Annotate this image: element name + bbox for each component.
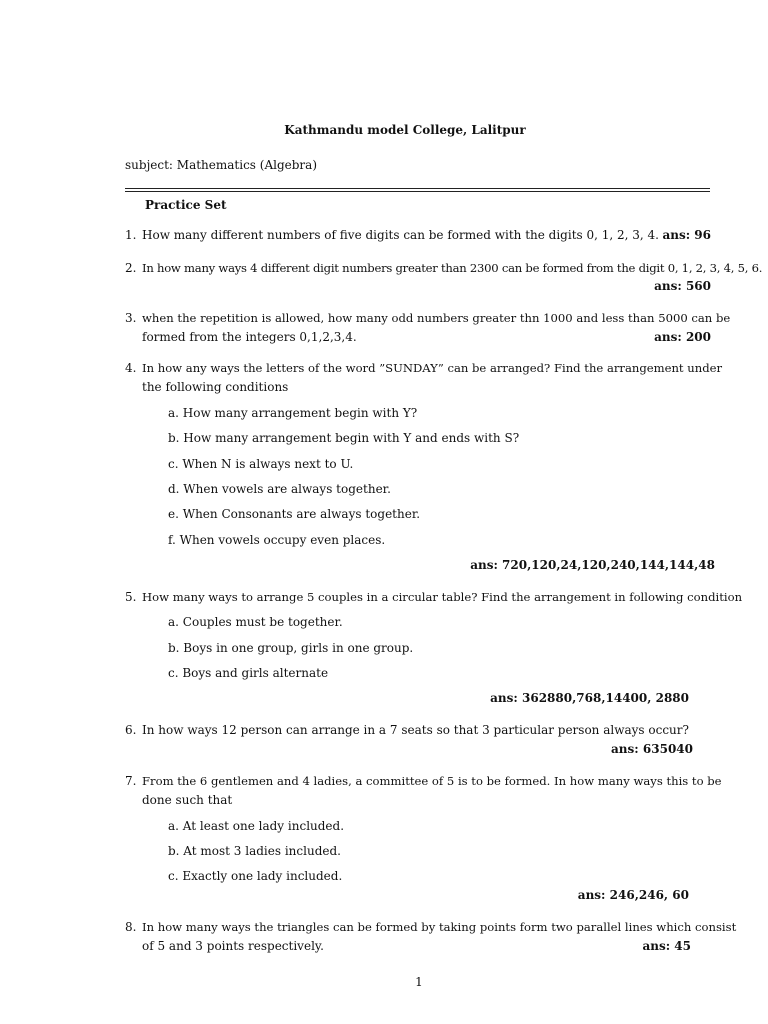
answer: ans: 200	[654, 330, 711, 344]
sub-item: c. Exactly one lady included.	[168, 869, 343, 883]
sub-item: f. When vowels occupy even places.	[168, 533, 386, 547]
question-text: In how many ways the triangles can be formed by taking points form two parallel lines which consist	[142, 920, 737, 934]
answer: ans: 45	[642, 939, 691, 953]
sub-item: b. How many arrangement begin with Y and ends with S?	[168, 431, 520, 445]
answer: ans: 246,246, 60	[577, 888, 689, 902]
answer: ans: 635040	[611, 742, 693, 756]
question-text: From the 6 gentlemen and 4 ladies, a committee of 5 is to be formed. In how many ways this to be	[142, 774, 722, 788]
question-text: In how any ways the letters of the word ”SUNDAY” can be arranged? Find the arrangement under	[142, 361, 723, 375]
page-number: 1	[415, 975, 423, 989]
sub-item: a. How many arrangement begin with Y?	[168, 406, 418, 420]
question-text: formed from the integers 0,1,2,3,4.	[142, 330, 357, 344]
question-text: done such that	[142, 793, 233, 807]
sub-item: b. Boys in one group, girls in one group.	[168, 641, 414, 655]
question-text: In how ways 12 person can arrange in a 7 seats so that 3 particular person always occur?	[142, 723, 689, 737]
question-text: How many different numbers of five digits can be formed with the digits 0, 1, 2, 3, 4.	[142, 228, 659, 242]
college-title: Kathmandu model College, Lalitpur	[284, 123, 526, 137]
question-number: 3.	[125, 311, 137, 325]
sub-item: d. When vowels are always together.	[168, 482, 391, 496]
sub-item: c. Boys and girls alternate	[168, 666, 329, 680]
answer: ans: 560	[654, 279, 711, 293]
question-number: 2.	[125, 261, 137, 275]
double-rule-bottom	[125, 191, 710, 192]
sub-item: c. When N is always next to U.	[168, 457, 354, 471]
sub-item: b. At most 3 ladies included.	[168, 844, 341, 858]
question-text: when the repetition is allowed, how many odd numbers greater thn 1000 and less than 5000 can be	[142, 311, 731, 325]
question-text: the following conditions	[142, 380, 289, 394]
question-text: How many ways to arrange 5 couples in a circular table? Find the arrangement in following condition	[142, 590, 743, 604]
question-text: In how many ways 4 different digit numbers greater than 2300 can be formed from the digit 0, 1, 2, 3, 4, 5, 6.	[142, 261, 763, 275]
answer: ans: 720,120,24,120,240,144,144,48	[470, 558, 715, 572]
sub-item: a. At least one lady included.	[168, 819, 345, 833]
sub-item: a. Couples must be together.	[168, 615, 343, 629]
section-title: Practice Set	[145, 198, 227, 212]
question-text: of 5 and 3 points respectively.	[142, 939, 324, 953]
question-number: 5.	[125, 590, 137, 604]
question-number: 6.	[125, 723, 137, 737]
sub-item: e. When Consonants are always together.	[168, 507, 421, 521]
question-number: 1.	[125, 228, 137, 242]
question-number: 4.	[125, 361, 137, 375]
answer: ans: 96	[662, 228, 711, 242]
question-number: 8.	[125, 920, 137, 934]
subject-line: subject: Mathematics (Algebra)	[125, 158, 317, 172]
question-number: 7.	[125, 774, 137, 788]
answer: ans: 362880,768,14400, 2880	[490, 691, 689, 705]
double-rule-top	[125, 188, 710, 189]
